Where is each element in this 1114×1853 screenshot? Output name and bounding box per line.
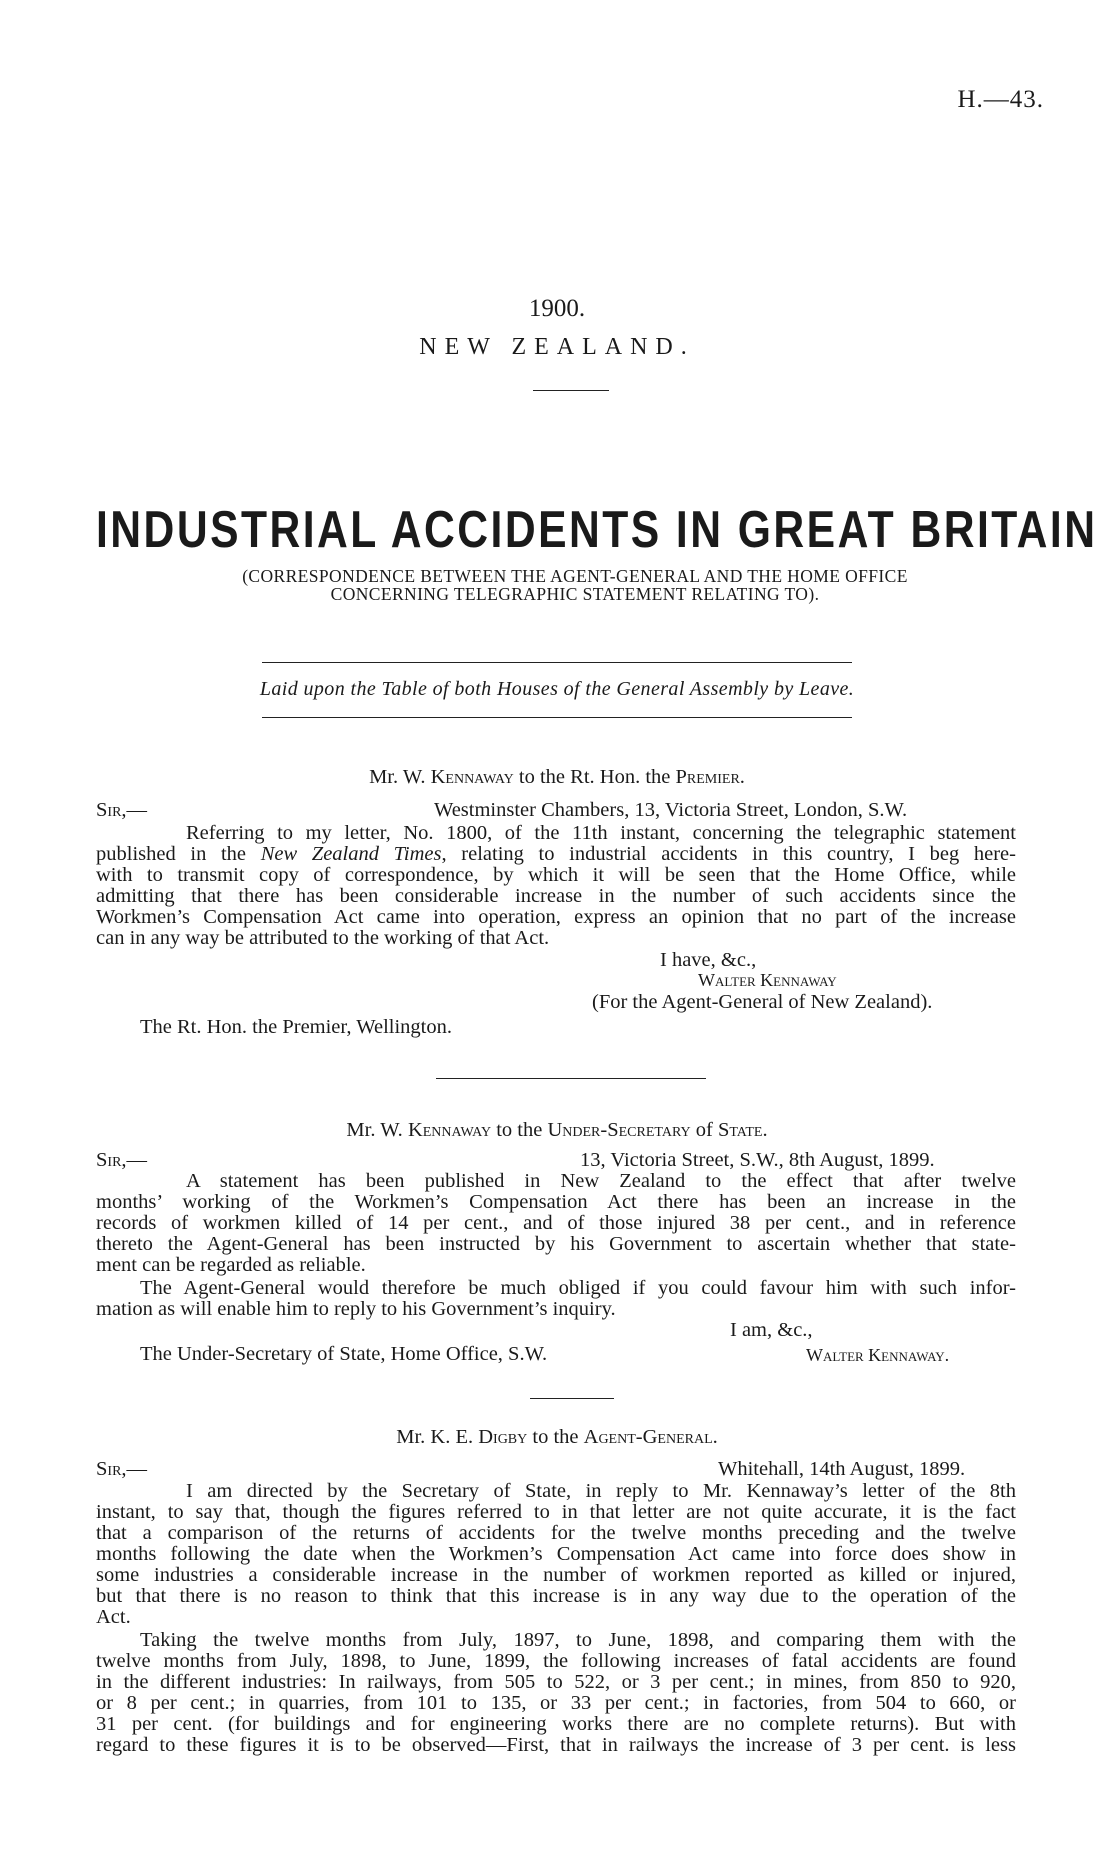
letter-line: published in the New Zealand Times, relating to industrial accidents in this country, I beg here-: [96, 843, 1016, 865]
sender-address: Westminster Chambers, 13, Victoria Street, London, S.W.: [434, 799, 908, 821]
letter-line: in the different industries: In railways, from 505 to 522, or 3 per cent.; in mines, from 850 to 920,: [96, 1671, 1016, 1693]
letter-line: or 8 per cent.; in quarries, from 101 to 135, or 33 per cent.; in factories, from 504 to 660, or: [96, 1692, 1016, 1714]
paper-reference: H.—43.: [957, 86, 1044, 113]
subtitle-line: CONCERNING TELEGRAPHIC STATEMENT RELATING TO).: [330, 584, 820, 604]
letter-line: instant, to say that, though the figures referred to in that letter are not quite accurate, it is the fact: [96, 1501, 1016, 1523]
signature: Walter Kennaway.: [806, 1345, 950, 1365]
addressee: The Under-Secretary of State, Home Office, S.W.: [140, 1343, 548, 1365]
letter-line: The Agent-General would therefore be much obliged if you could favour him with such infor-: [140, 1277, 1016, 1299]
sender-address: Whitehall, 14th August, 1899.: [718, 1458, 966, 1480]
letter-line: Referring to my letter, No. 1800, of the 11th instant, concerning the telegraphic statement: [186, 822, 1016, 844]
letter-line: A statement has been published in New Zealand to the effect that after twelve: [186, 1170, 1016, 1192]
laid-upon-table-note: Laid upon the Table of both Houses of the General Assembly by Leave.: [259, 678, 855, 700]
letter-line: thereto the Agent-General has been instructed by his Government to ascertain whether that state-: [96, 1233, 1016, 1255]
letter-line: months’ working of the Workmen’s Compensation Act there has been an increase in the: [96, 1191, 1016, 1213]
country: NEW ZEALAND.: [419, 334, 695, 360]
closing: I am, &c.,: [730, 1319, 813, 1341]
letter-line: records of workmen killed of 14 per cent., and of those injured 38 per cent., and in reference: [96, 1212, 1016, 1234]
letter-line: some industries a considerable increase in the number of workmen reported as killed or injured,: [96, 1564, 1016, 1586]
salutation: Sir,—: [96, 799, 148, 821]
signature: Walter Kennaway: [698, 970, 837, 990]
divider: [262, 662, 852, 663]
letter-line: months following the date when the Workmen’s Compensation Act came into force does show in: [96, 1543, 1016, 1565]
letter-line: Taking the twelve months from July, 1897, to June, 1898, and comparing them with the: [140, 1629, 1016, 1651]
document-subtitle: [150, 567, 1000, 603]
divider: [436, 1078, 706, 1079]
subtitle-line: (CORRESPONDENCE BETWEEN THE AGENT-GENERAL AND THE HOME OFFICE: [242, 566, 908, 586]
letter-line: that a comparison of the returns of accidents for the twelve months preceding and the twelve: [96, 1522, 1016, 1544]
divider: [530, 1398, 614, 1399]
salutation: Sir,—: [96, 1149, 148, 1171]
letter-line: Act.: [96, 1606, 131, 1628]
letter-line: can in any way be attributed to the working of that Act.: [96, 927, 550, 949]
letter-line: Workmen’s Compensation Act came into operation, express an opinion that no part of the increase: [96, 906, 1016, 928]
letter-heading: Mr. W. Kennaway to the Under-Secretary of State.: [346, 1119, 768, 1141]
year: 1900.: [528, 295, 586, 322]
letter-line: admitting that there has been considerable increase in the number of such accidents since the: [96, 885, 1016, 907]
divider: [262, 717, 852, 718]
letter-line: but that there is no reason to think that this increase is in any way due to the operation of the: [96, 1585, 1016, 1607]
letter-line: mation as will enable him to reply to his Government’s inquiry.: [96, 1298, 616, 1320]
salutation: Sir,—: [96, 1458, 148, 1480]
closing: I have, &c.,: [660, 949, 757, 971]
letter-line: I am directed by the Secretary of State, in reply to Mr. Kennaway’s letter of the 8th: [186, 1480, 1016, 1502]
letter-line: regard to these figures it is to be observed—First, that in railways the increase of 3 per cent. is less: [96, 1734, 1016, 1756]
letter-line: with to transmit copy of correspondence, by which it will be seen that the Home Office, while: [96, 864, 1016, 886]
letter-line: 31 per cent. (for buildings and for engineering works there are no complete returns). But with: [96, 1713, 1016, 1735]
letter-heading: Mr. K. E. Digby to the Agent-General.: [396, 1426, 718, 1448]
letter-heading: Mr. W. Kennaway to the Rt. Hon. the Premier.: [369, 766, 745, 788]
divider: [533, 390, 609, 391]
letter-line: ment can be regarded as reliable.: [96, 1254, 366, 1276]
signature-role: (For the Agent-General of New Zealand).: [592, 991, 933, 1013]
addressee: The Rt. Hon. the Premier, Wellington.: [140, 1016, 453, 1038]
sender-address: 13, Victoria Street, S.W., 8th August, 1899.: [580, 1149, 935, 1171]
letter-line: twelve months from July, 1898, to June, 1899, the following increases of fatal accidents are found: [96, 1650, 1016, 1672]
document-title: INDUSTRIAL ACCIDENTS IN GREAT BRITAIN: [96, 501, 1098, 559]
